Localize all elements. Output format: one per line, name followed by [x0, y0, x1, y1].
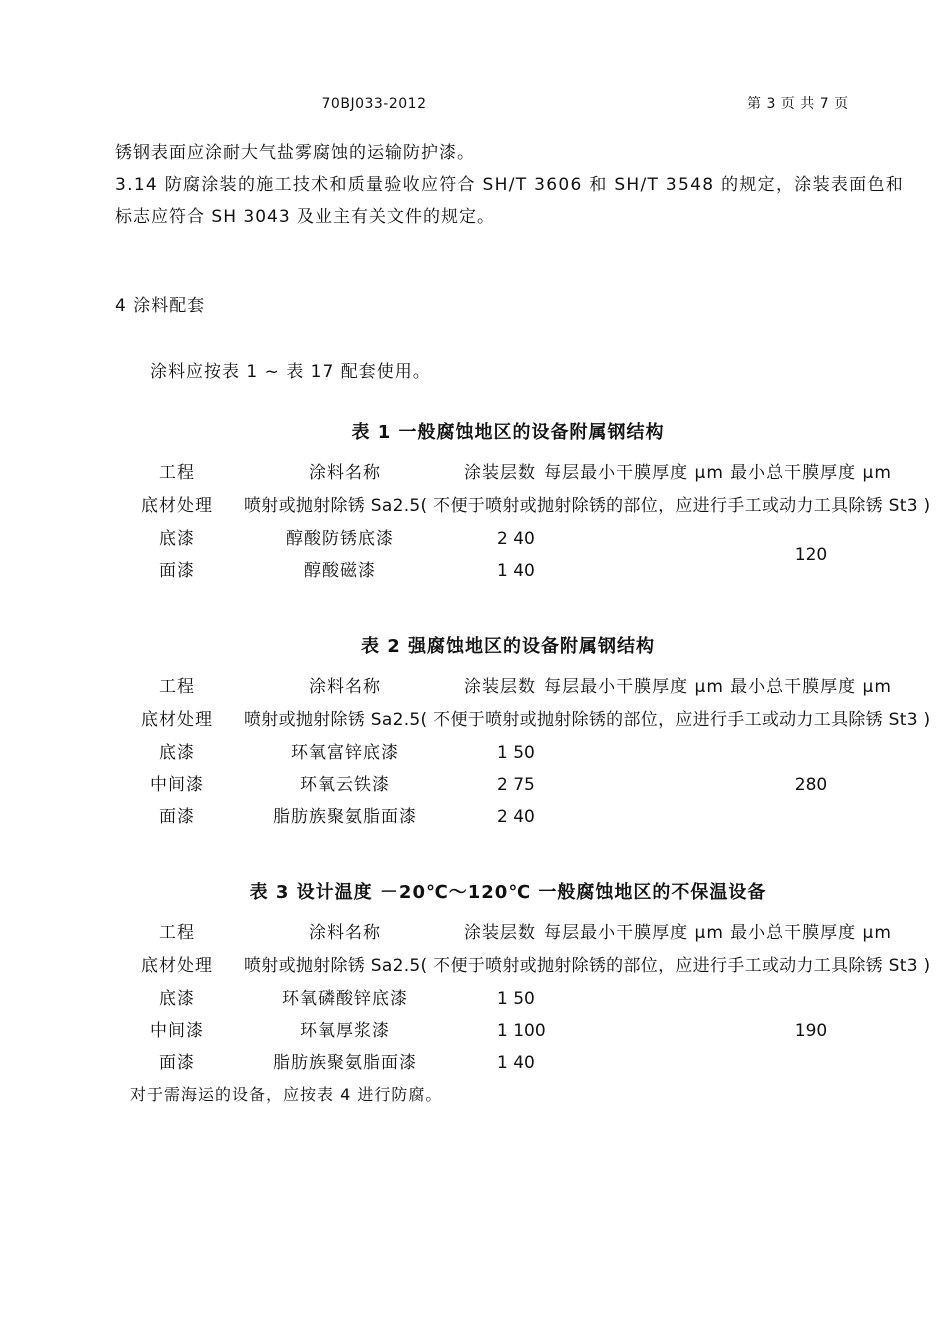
column-header-stage: 工程: [159, 677, 195, 697]
table-cell-layers: 2 40: [497, 807, 535, 827]
paragraph-line: 锈钢表面应涂耐大气盐雾腐蚀的运输防护漆。: [115, 143, 475, 163]
column-header-stage: 工程: [159, 923, 195, 943]
section-heading: 4 涂料配套: [115, 296, 206, 316]
table-cell-substrate: 喷射或抛射除锈 Sa2.5( 不便于喷射或抛射除锈的部位，应进行手工或动力工具除锈 St3 ): [244, 956, 931, 976]
table-cell-total: 190: [794, 1021, 828, 1041]
column-header-layers: 涂装层数: [464, 463, 536, 483]
column-header-total-thickness: 最小总干膜厚度 μm: [730, 463, 892, 483]
table-caption: 表 2 强腐蚀地区的设备附属钢结构: [360, 636, 656, 657]
table-cell-paint: 环氧云铁漆: [300, 775, 390, 795]
table-cell-stage: 中间漆: [150, 775, 204, 795]
table-cell-layers: 1 40: [497, 561, 535, 581]
column-header-total-thickness: 最小总干膜厚度 μm: [730, 677, 892, 697]
column-header-layer-thickness: 每层最小干膜厚度 μm: [544, 463, 724, 483]
table-cell-stage: 底材处理: [141, 956, 213, 976]
table-cell-stage: 底漆: [159, 529, 195, 549]
table-cell-paint: 环氧富锌底漆: [291, 743, 399, 763]
section-intro: 涂料应按表 1 ~ 表 17 配套使用。: [150, 362, 431, 382]
column-header-layers: 涂装层数: [464, 677, 536, 697]
column-header-paint: 涂料名称: [309, 463, 381, 483]
table-cell-paint: 环氧磷酸锌底漆: [282, 989, 408, 1009]
table-caption: 表 1 一般腐蚀地区的设备附属钢结构: [351, 422, 665, 443]
table-cell-stage: 中间漆: [150, 1021, 204, 1041]
table-cell-stage: 面漆: [159, 561, 195, 581]
column-header-total-thickness: 最小总干膜厚度 μm: [730, 923, 892, 943]
column-header-layer-thickness: 每层最小干膜厚度 μm: [544, 923, 724, 943]
table-cell-layers: 1 50: [497, 743, 535, 763]
table-cell-stage: 底漆: [159, 743, 195, 763]
document-code: 70BJ033-2012: [321, 96, 427, 112]
column-header-layers: 涂装层数: [464, 923, 536, 943]
table-cell-stage: 底材处理: [141, 496, 213, 516]
table-cell-stage: 面漆: [159, 807, 195, 827]
table-cell-layers: 2 75: [497, 775, 535, 795]
column-header-paint: 涂料名称: [309, 923, 381, 943]
table-cell-stage: 底漆: [159, 989, 195, 1009]
table-cell-stage: 底材处理: [141, 710, 213, 730]
table-note: 对于需海运的设备，应按表 4 进行防腐。: [130, 1085, 443, 1104]
column-header-layer-thickness: 每层最小干膜厚度 μm: [544, 677, 724, 697]
table-cell-total: 120: [794, 545, 828, 565]
paragraph-line: 标志应符合 SH 3043 及业主有关文件的规定。: [115, 207, 496, 227]
table-cell-layers: 1 50: [497, 989, 535, 1009]
table-cell-paint: 脂肪族聚氨脂面漆: [273, 807, 417, 827]
page-number: 第 3 页 共 7 页: [747, 96, 849, 112]
paragraph-line: 3.14 防腐涂装的施工技术和质量验收应符合 SH/T 3606 和 SH/T 3548 的规定，涂装表面色和: [115, 175, 905, 195]
table-cell-paint: 醇酸防锈底漆: [286, 529, 394, 549]
table-cell-paint: 醇酸磁漆: [304, 561, 376, 581]
table-cell-substrate: 喷射或抛射除锈 Sa2.5( 不便于喷射或抛射除锈的部位，应进行手工或动力工具除锈 St3 ): [244, 496, 931, 516]
table-cell-total: 280: [794, 775, 828, 795]
table-cell-layers: 1 40: [497, 1053, 535, 1073]
table-caption: 表 3 设计温度 －20℃～120℃ 一般腐蚀地区的不保温设备: [249, 882, 767, 903]
column-header-stage: 工程: [159, 463, 195, 483]
table-cell-stage: 面漆: [159, 1053, 195, 1073]
column-header-paint: 涂料名称: [309, 677, 381, 697]
table-cell-layers: 2 40: [497, 529, 535, 549]
table-cell-paint: 脂肪族聚氨脂面漆: [273, 1053, 417, 1073]
table-cell-paint: 环氧厚浆漆: [300, 1021, 390, 1041]
table-cell-layers: 1 100: [497, 1021, 546, 1041]
table-cell-substrate: 喷射或抛射除锈 Sa2.5( 不便于喷射或抛射除锈的部位，应进行手工或动力工具除锈 St3 ): [244, 710, 931, 730]
